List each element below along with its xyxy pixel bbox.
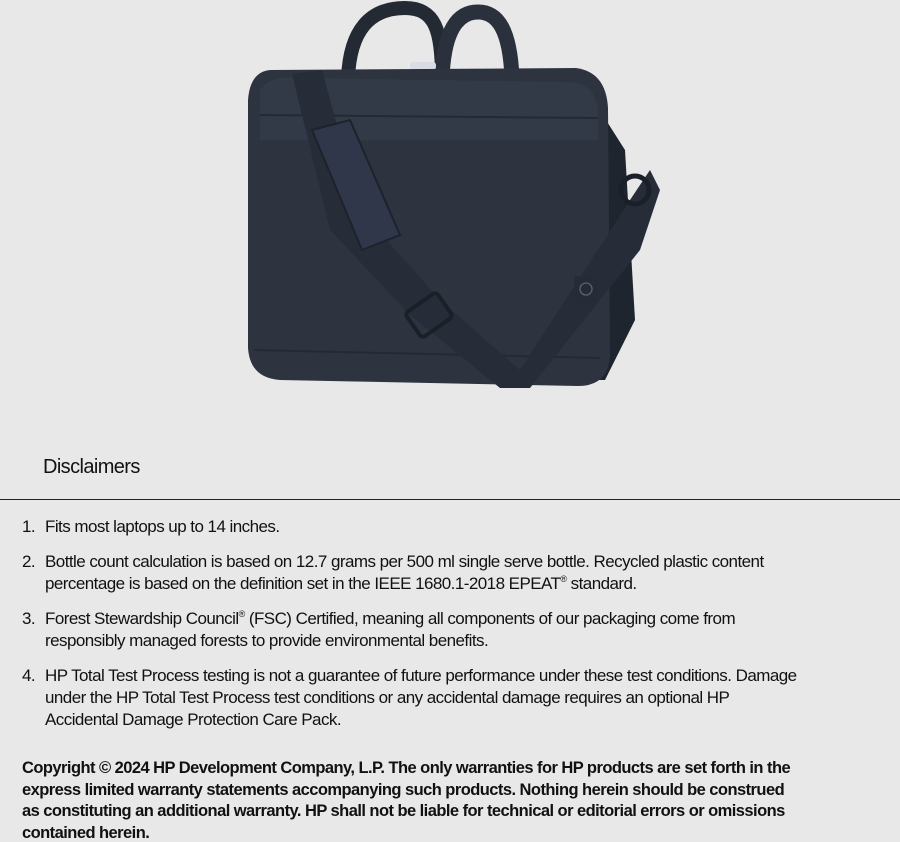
disclaimer-number: 4.: [22, 666, 36, 685]
disclaimer-number: 3.: [22, 609, 36, 628]
disclaimer-item: [0, 608, 800, 652]
section-divider: [0, 499, 900, 500]
bag-handle-front: [442, 12, 512, 78]
copyright-notice: Copyright © 2024 HP Development Company, L.P. The only warranties for HP products are set forth in the express limited warranty statements accompanying such products. Nothing herein should be construed as constituting an additional warranty. HP shall not be liable for technical or editorial errors or omissions contained herein.: [22, 759, 791, 842]
disclaimer-item: [0, 551, 800, 595]
product-image: [230, 0, 670, 392]
disclaimer-item: [0, 665, 800, 731]
disclaimer-text: Bottle count calculation is based on 12.7 grams per 500 ml single serve bottle. Recycled plastic content percentage is based on the definition set in the IEEE 1680.1-2018 EPEAT: [45, 552, 764, 593]
disclaimer-text: Fits most laptops up to 14 inches.: [45, 517, 280, 536]
disclaimer-list: [0, 516, 800, 744]
hp-logo-patch: [574, 276, 598, 302]
zipper-pull: [410, 62, 436, 70]
registered-mark: ®: [560, 574, 567, 584]
disclaimer-text: Forest Stewardship Council: [45, 609, 239, 628]
disclaimer-number: 1.: [22, 517, 36, 536]
disclaimer-text: HP Total Test Process testing is not a guarantee of future performance under these test conditions. Damage under the HP Total Test Process test conditions or any accidental damage requires an optional HP Accidental Damage Protection Care Pack.: [45, 666, 797, 729]
disclaimer-text: (FSC) Certified, meaning all components of our packaging come from responsibly managed forests to provide environmental benefits.: [45, 609, 736, 650]
disclaimer-item: [0, 516, 800, 538]
disclaimers-title: Disclaimers: [43, 456, 140, 478]
disclaimer-text: standard.: [566, 574, 637, 593]
disclaimer-number: 2.: [22, 552, 36, 571]
registered-mark: ®: [238, 609, 245, 619]
